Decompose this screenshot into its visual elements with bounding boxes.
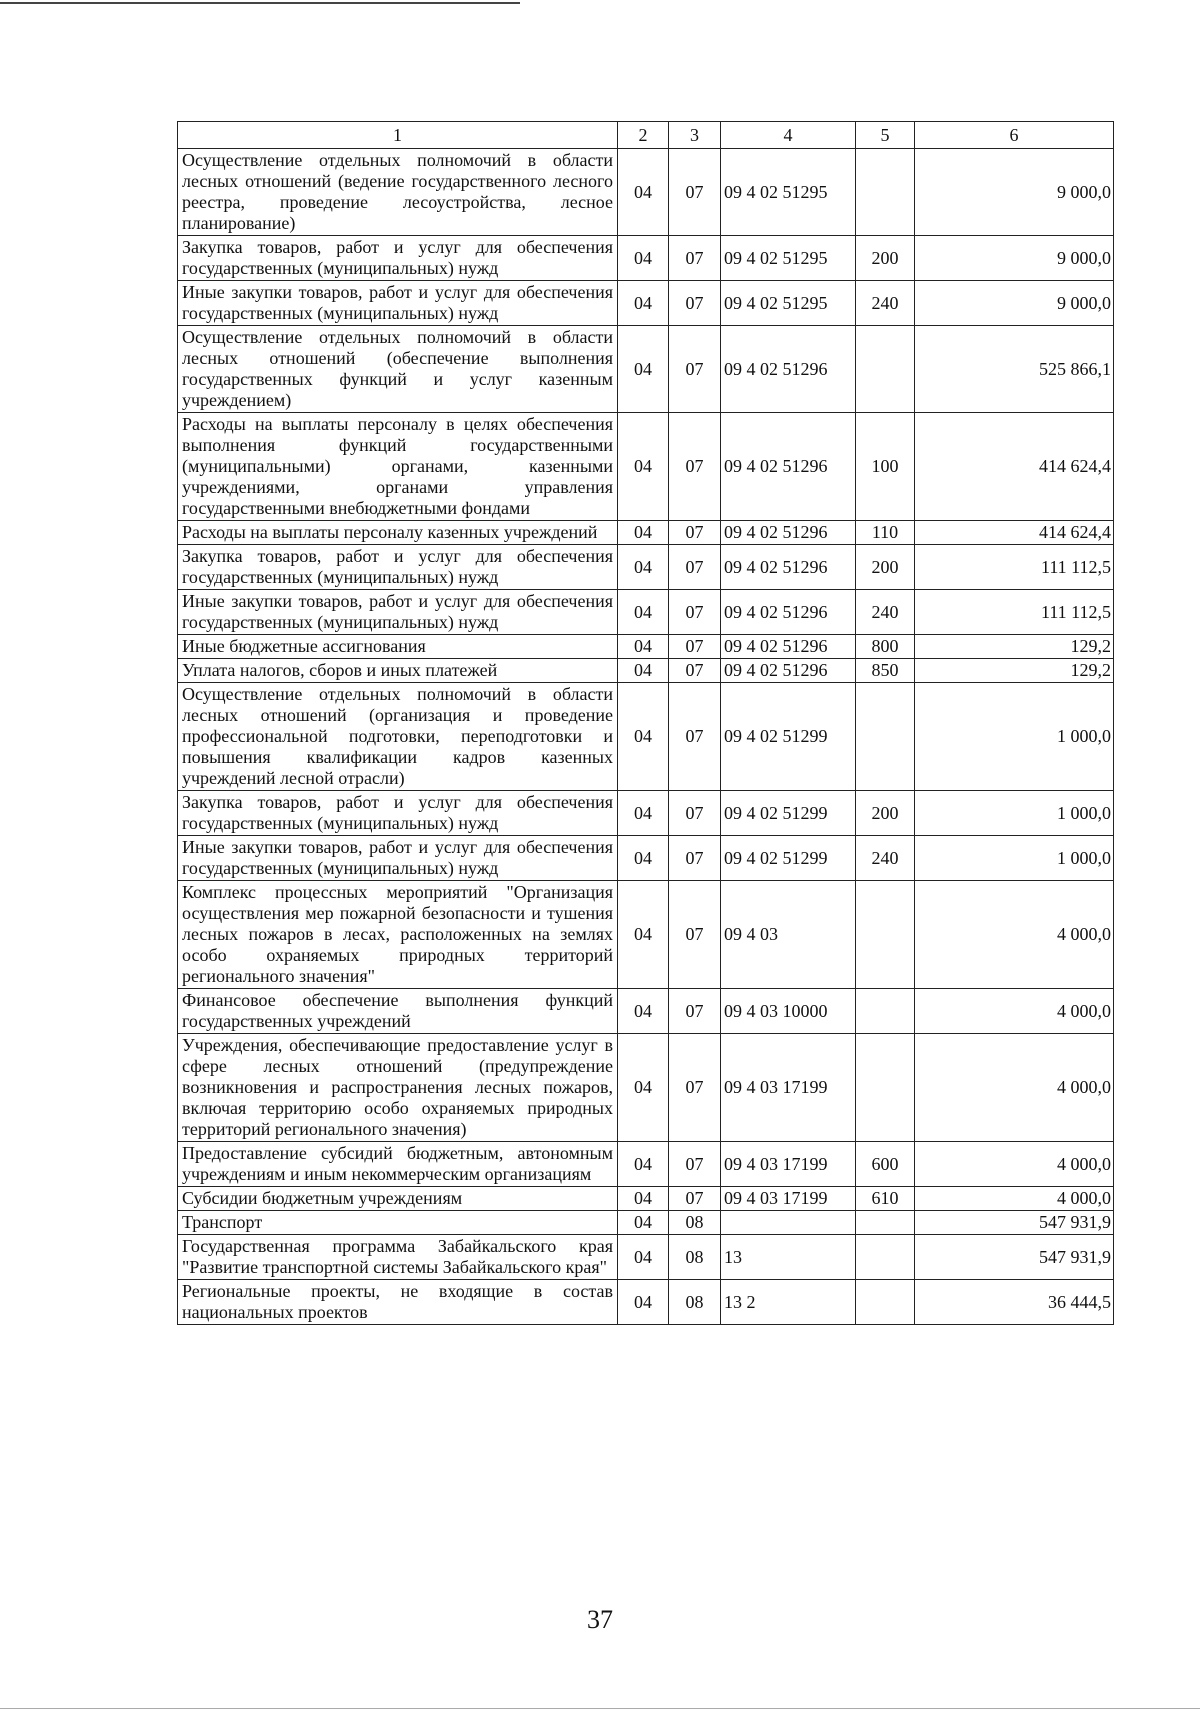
col-header-3: 3 <box>669 122 721 149</box>
row-section-cell: 04 <box>618 635 669 659</box>
row-expense-type-cell: 800 <box>856 635 915 659</box>
row-target-code-cell: 13 <box>721 1235 856 1280</box>
row-subsection-cell: 07 <box>669 836 721 881</box>
row-amount-cell: 111 112,5 <box>915 590 1114 635</box>
row-expense-type-cell <box>856 1034 915 1142</box>
row-section-cell: 04 <box>618 590 669 635</box>
row-expense-type-cell: 240 <box>856 281 915 326</box>
row-name-cell: Закупка товаров, работ и услуг для обеспечения государственных (муниципальных) нужд <box>178 236 618 281</box>
row-expense-type-cell <box>856 881 915 989</box>
table-row <box>178 281 1114 326</box>
row-amount-cell: 111 112,5 <box>915 545 1114 590</box>
table-row <box>178 635 1114 659</box>
row-target-code-cell: 09 4 02 51299 <box>721 836 856 881</box>
row-name-cell: Государственная программа Забайкальского края "Развитие транспортной системы Забайкальского края" <box>178 1235 618 1280</box>
table-row <box>178 149 1114 236</box>
row-subsection-cell: 07 <box>669 683 721 791</box>
row-subsection-cell: 08 <box>669 1211 721 1235</box>
table-row <box>178 521 1114 545</box>
row-subsection-cell: 08 <box>669 1235 721 1280</box>
row-name-cell: Региональные проекты, не входящие в состав национальных проектов <box>178 1280 618 1325</box>
bottom-rule <box>0 1708 1200 1709</box>
table-row <box>178 236 1114 281</box>
row-section-cell: 04 <box>618 149 669 236</box>
budget-table <box>177 121 1114 1325</box>
row-expense-type-cell <box>856 1235 915 1280</box>
row-subsection-cell: 07 <box>669 521 721 545</box>
row-name-cell: Расходы на выплаты персоналу казенных учреждений <box>178 521 618 545</box>
top-rule <box>0 2 520 4</box>
row-name-cell: Комплекс процессных мероприятий "Организация осуществления мер пожарной безопасности и тушения лесных пожаров в лесах, расположенных на землях особо охраняемых природных территорий регионального значения" <box>178 881 618 989</box>
row-section-cell: 04 <box>618 1034 669 1142</box>
row-amount-cell: 4 000,0 <box>915 881 1114 989</box>
table-row <box>178 881 1114 989</box>
row-amount-cell: 547 931,9 <box>915 1235 1114 1280</box>
table-row <box>178 659 1114 683</box>
row-amount-cell: 129,2 <box>915 659 1114 683</box>
row-section-cell: 04 <box>618 836 669 881</box>
row-target-code-cell: 09 4 02 51296 <box>721 326 856 413</box>
row-section-cell: 04 <box>618 326 669 413</box>
row-subsection-cell: 07 <box>669 635 721 659</box>
table-row <box>178 1280 1114 1325</box>
row-target-code-cell: 09 4 02 51296 <box>721 659 856 683</box>
row-expense-type-cell <box>856 149 915 236</box>
row-expense-type-cell: 850 <box>856 659 915 683</box>
row-subsection-cell: 07 <box>669 149 721 236</box>
row-target-code-cell: 09 4 02 51299 <box>721 683 856 791</box>
row-subsection-cell: 07 <box>669 659 721 683</box>
table-row <box>178 1235 1114 1280</box>
col-header-5: 5 <box>856 122 915 149</box>
row-target-code-cell: 09 4 02 51296 <box>721 635 856 659</box>
row-expense-type-cell <box>856 326 915 413</box>
row-target-code-cell: 09 4 02 51296 <box>721 545 856 590</box>
col-header-6: 6 <box>915 122 1114 149</box>
row-subsection-cell: 07 <box>669 1142 721 1187</box>
row-name-cell: Расходы на выплаты персоналу в целях обеспечения выполнения функций государственными (муниципальными) органами, казенными учреждениями, органами управления государственными внебюджетными фондами <box>178 413 618 521</box>
row-expense-type-cell: 200 <box>856 545 915 590</box>
row-amount-cell: 4 000,0 <box>915 1187 1114 1211</box>
row-section-cell: 04 <box>618 1211 669 1235</box>
row-target-code-cell: 09 4 02 51295 <box>721 149 856 236</box>
row-amount-cell: 4 000,0 <box>915 1034 1114 1142</box>
row-amount-cell: 1 000,0 <box>915 683 1114 791</box>
row-subsection-cell: 07 <box>669 1187 721 1211</box>
row-section-cell: 04 <box>618 881 669 989</box>
row-subsection-cell: 08 <box>669 1280 721 1325</box>
row-amount-cell: 414 624,4 <box>915 413 1114 521</box>
row-subsection-cell: 07 <box>669 791 721 836</box>
row-name-cell: Иные закупки товаров, работ и услуг для обеспечения государственных (муниципальных) нужд <box>178 836 618 881</box>
row-name-cell: Осуществление отдельных полномочий в области лесных отношений (ведение государственного лесного реестра, проведение лесоустройства, лесное планирование) <box>178 149 618 236</box>
row-expense-type-cell <box>856 989 915 1034</box>
row-amount-cell: 9 000,0 <box>915 149 1114 236</box>
col-header-1: 1 <box>178 122 618 149</box>
row-section-cell: 04 <box>618 659 669 683</box>
row-expense-type-cell: 600 <box>856 1142 915 1187</box>
row-amount-cell: 4 000,0 <box>915 989 1114 1034</box>
row-name-cell: Субсидии бюджетным учреждениям <box>178 1187 618 1211</box>
row-target-code-cell: 09 4 02 51295 <box>721 281 856 326</box>
row-amount-cell: 525 866,1 <box>915 326 1114 413</box>
row-section-cell: 04 <box>618 281 669 326</box>
row-section-cell: 04 <box>618 1280 669 1325</box>
row-target-code-cell <box>721 1211 856 1235</box>
row-amount-cell: 36 444,5 <box>915 1280 1114 1325</box>
row-subsection-cell: 07 <box>669 1034 721 1142</box>
row-subsection-cell: 07 <box>669 326 721 413</box>
row-amount-cell: 129,2 <box>915 635 1114 659</box>
row-target-code-cell: 09 4 03 10000 <box>721 989 856 1034</box>
row-name-cell: Осуществление отдельных полномочий в области лесных отношений (обеспечение выполнения государственных функций и услуг казенным учреждением) <box>178 326 618 413</box>
row-target-code-cell: 09 4 03 <box>721 881 856 989</box>
row-expense-type-cell: 200 <box>856 236 915 281</box>
row-name-cell: Осуществление отдельных полномочий в области лесных отношений (организация и проведение профессиональной подготовки, переподготовки и повышения квалификации кадров казенных учреждений лесной отрасли) <box>178 683 618 791</box>
row-section-cell: 04 <box>618 1235 669 1280</box>
table-row <box>178 590 1114 635</box>
row-subsection-cell: 07 <box>669 590 721 635</box>
col-header-2: 2 <box>618 122 669 149</box>
row-subsection-cell: 07 <box>669 989 721 1034</box>
row-subsection-cell: 07 <box>669 281 721 326</box>
row-target-code-cell: 09 4 02 51296 <box>721 521 856 545</box>
row-target-code-cell: 09 4 03 17199 <box>721 1142 856 1187</box>
row-section-cell: 04 <box>618 1142 669 1187</box>
row-name-cell: Уплата налогов, сборов и иных платежей <box>178 659 618 683</box>
row-section-cell: 04 <box>618 791 669 836</box>
table-header-row <box>178 122 1114 149</box>
row-target-code-cell: 09 4 02 51299 <box>721 791 856 836</box>
row-section-cell: 04 <box>618 413 669 521</box>
row-name-cell: Учреждения, обеспечивающие предоставление услуг в сфере лесных отношений (предупреждение возникновения и распространения лесных пожаров, включая территорию особо охраняемых природных территорий регионального значения) <box>178 1034 618 1142</box>
table-row <box>178 413 1114 521</box>
table-row <box>178 1187 1114 1211</box>
row-name-cell: Закупка товаров, работ и услуг для обеспечения государственных (муниципальных) нужд <box>178 791 618 836</box>
row-target-code-cell: 09 4 03 17199 <box>721 1034 856 1142</box>
row-name-cell: Транспорт <box>178 1211 618 1235</box>
row-name-cell: Предоставление субсидий бюджетным, автономным учреждениям и иным некоммерческим организациям <box>178 1142 618 1187</box>
row-expense-type-cell: 200 <box>856 791 915 836</box>
table-row <box>178 836 1114 881</box>
table-row <box>178 545 1114 590</box>
row-expense-type-cell <box>856 1211 915 1235</box>
row-name-cell: Закупка товаров, работ и услуг для обеспечения государственных (муниципальных) нужд <box>178 545 618 590</box>
row-target-code-cell: 09 4 02 51295 <box>721 236 856 281</box>
table-row <box>178 791 1114 836</box>
col-header-4: 4 <box>721 122 856 149</box>
row-section-cell: 04 <box>618 1187 669 1211</box>
row-amount-cell: 547 931,9 <box>915 1211 1114 1235</box>
row-name-cell: Иные бюджетные ассигнования <box>178 635 618 659</box>
row-section-cell: 04 <box>618 545 669 590</box>
row-section-cell: 04 <box>618 683 669 791</box>
row-subsection-cell: 07 <box>669 236 721 281</box>
row-subsection-cell: 07 <box>669 881 721 989</box>
row-expense-type-cell <box>856 1280 915 1325</box>
table-row <box>178 1211 1114 1235</box>
row-expense-type-cell: 110 <box>856 521 915 545</box>
row-expense-type-cell: 100 <box>856 413 915 521</box>
row-amount-cell: 9 000,0 <box>915 281 1114 326</box>
row-amount-cell: 1 000,0 <box>915 791 1114 836</box>
row-name-cell: Иные закупки товаров, работ и услуг для обеспечения государственных (муниципальных) нужд <box>178 590 618 635</box>
row-expense-type-cell <box>856 683 915 791</box>
row-expense-type-cell: 240 <box>856 836 915 881</box>
row-name-cell: Иные закупки товаров, работ и услуг для обеспечения государственных (муниципальных) нужд <box>178 281 618 326</box>
table-row <box>178 989 1114 1034</box>
row-target-code-cell: 13 2 <box>721 1280 856 1325</box>
table-row <box>178 1034 1114 1142</box>
row-subsection-cell: 07 <box>669 413 721 521</box>
table-row <box>178 683 1114 791</box>
row-section-cell: 04 <box>618 989 669 1034</box>
row-expense-type-cell: 610 <box>856 1187 915 1211</box>
page-number: 37 <box>587 1605 613 1634</box>
table-row <box>178 326 1114 413</box>
row-amount-cell: 4 000,0 <box>915 1142 1114 1187</box>
row-expense-type-cell: 240 <box>856 590 915 635</box>
row-subsection-cell: 07 <box>669 545 721 590</box>
row-section-cell: 04 <box>618 236 669 281</box>
row-target-code-cell: 09 4 02 51296 <box>721 413 856 521</box>
row-amount-cell: 1 000,0 <box>915 836 1114 881</box>
row-target-code-cell: 09 4 03 17199 <box>721 1187 856 1211</box>
row-amount-cell: 9 000,0 <box>915 236 1114 281</box>
row-section-cell: 04 <box>618 521 669 545</box>
table-row <box>178 1142 1114 1187</box>
row-target-code-cell: 09 4 02 51296 <box>721 590 856 635</box>
row-name-cell: Финансовое обеспечение выполнения функций государственных учреждений <box>178 989 618 1034</box>
row-amount-cell: 414 624,4 <box>915 521 1114 545</box>
